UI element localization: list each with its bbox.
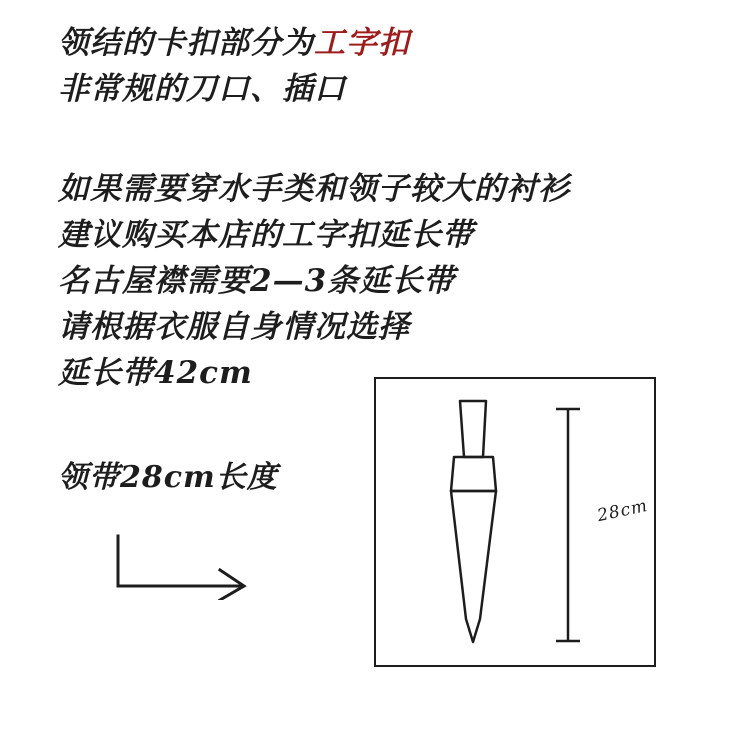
- tie-length-text-block: [58, 455, 278, 501]
- advice-line-1: 如果需要穿水手类和领子较大的衬衫: [58, 171, 570, 207]
- intro-line-1-accent: 工字扣: [314, 25, 410, 61]
- intro-line-2: 非常规的刀口、插口: [58, 71, 346, 107]
- advice-line-2: 建议购买本店的工字扣延长带: [58, 217, 474, 253]
- intro-text-block: [58, 20, 410, 112]
- intro-line-1: [58, 20, 410, 66]
- advice-text-block: [58, 166, 570, 396]
- advice-line-5: 延长带42cm: [58, 355, 253, 391]
- tie-diagram: [374, 377, 656, 667]
- dimension-label: 28cm: [595, 495, 650, 527]
- intro-line-1-prefix: 领结的卡扣部分为: [58, 25, 314, 61]
- arrow-icon: [112, 530, 262, 600]
- advice-line-3: 名古屋襟需要2—3条延长带: [58, 263, 456, 299]
- advice-line-4: 请根据衣服自身情况选择: [58, 309, 410, 345]
- tie-length-note: 领带28cm长度: [58, 460, 278, 495]
